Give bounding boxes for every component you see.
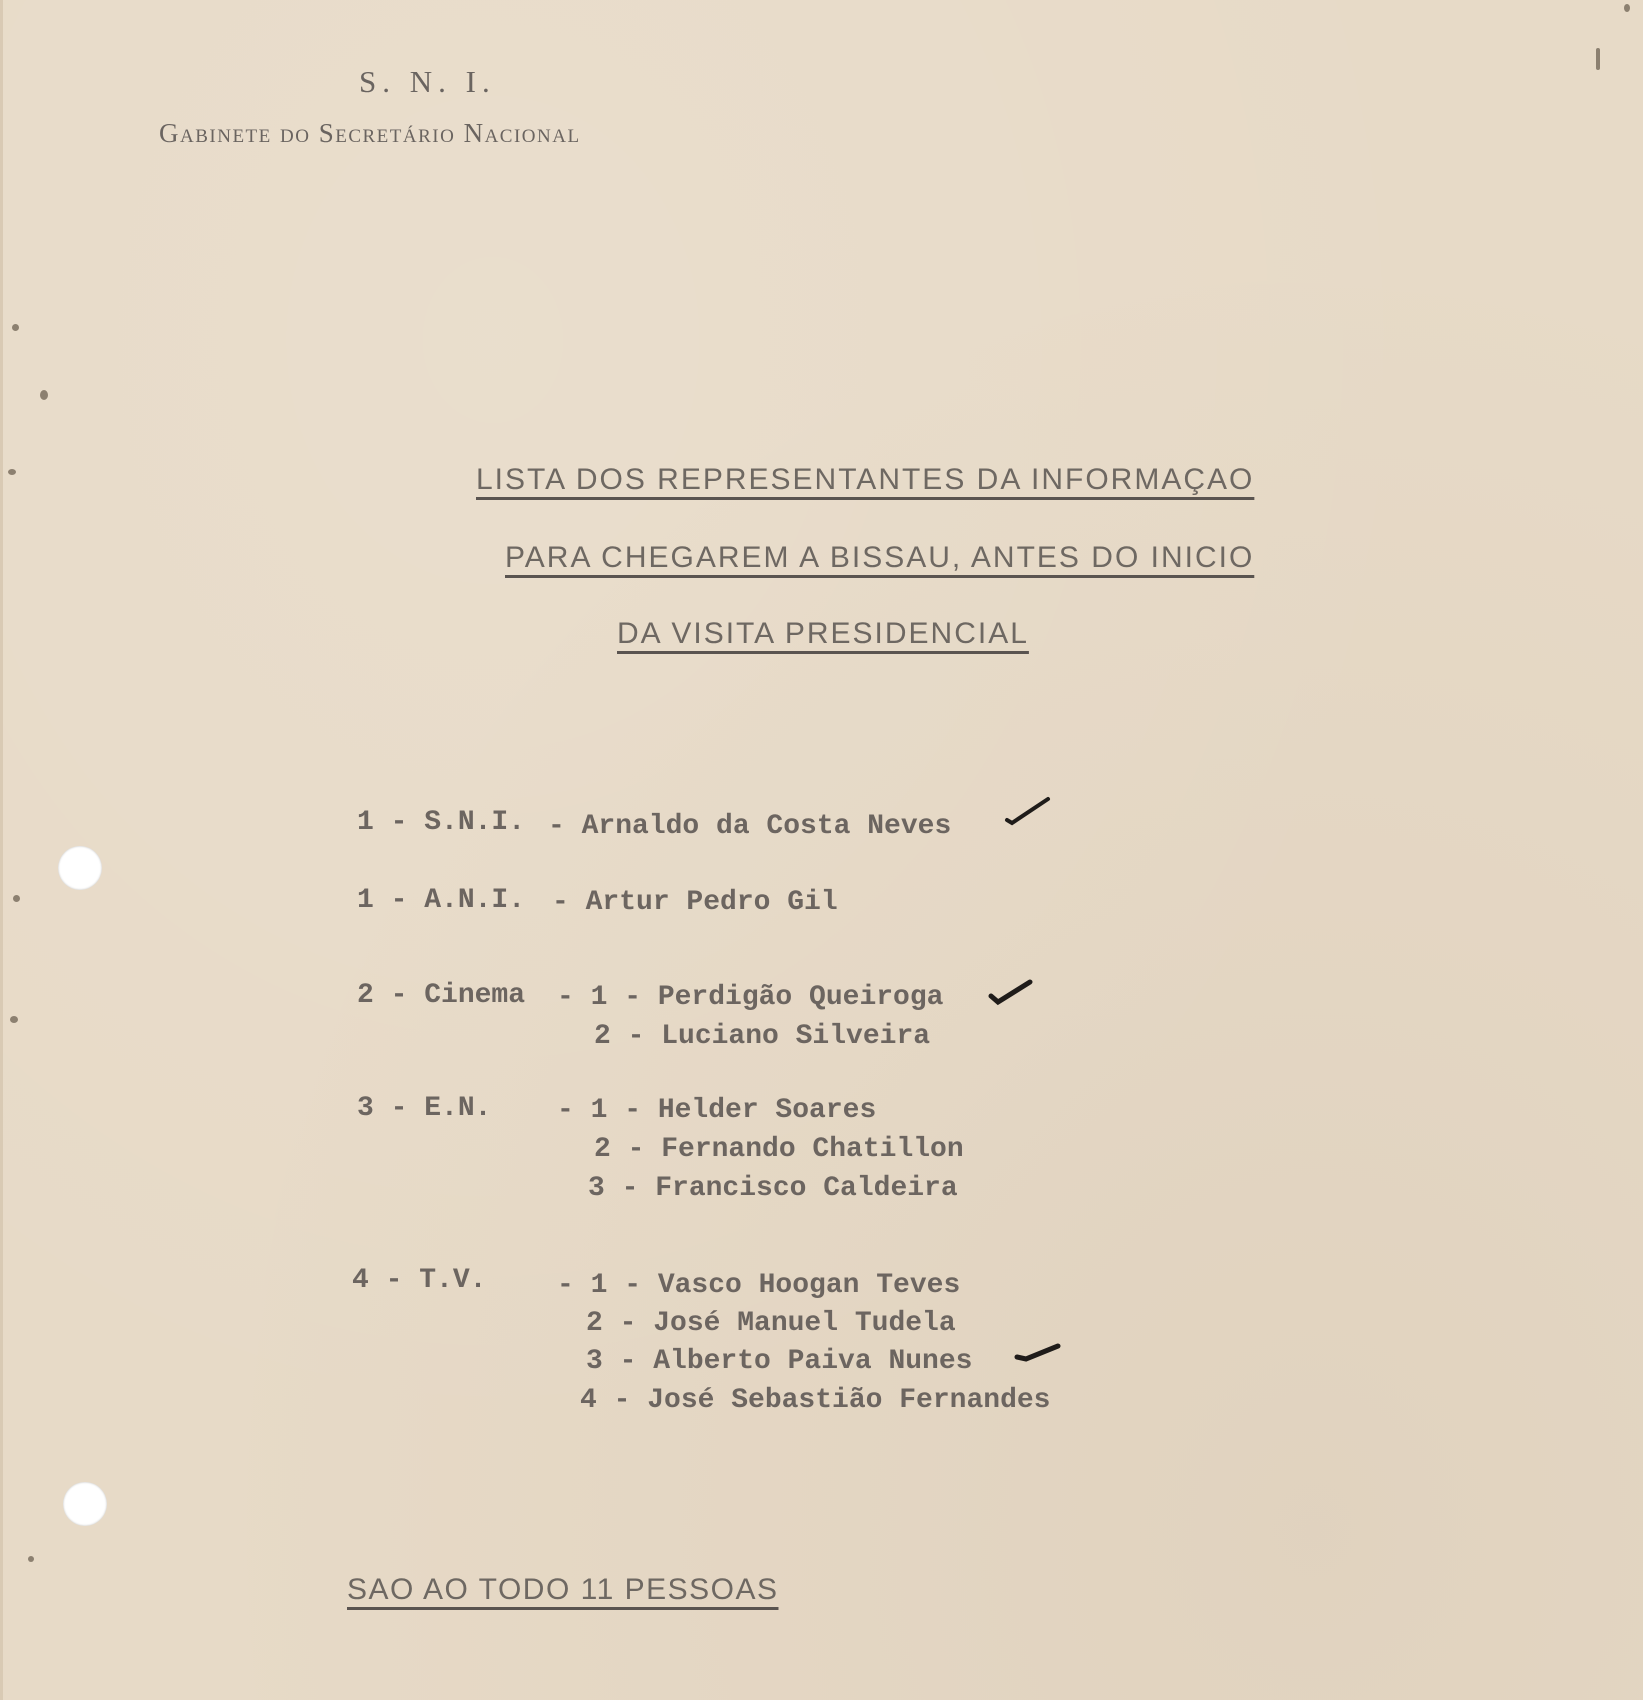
person-name: - 1 - Vasco Hoogan Teves	[557, 1270, 961, 1301]
page-edge	[0, 0, 3, 1700]
speck	[12, 324, 19, 331]
speck	[1624, 4, 1630, 12]
person-name: - 1 - Perdigão Queiroga	[557, 982, 944, 1013]
punch-hole	[63, 1482, 107, 1526]
checkmark-icon	[988, 978, 1036, 1008]
category-label: 3 - E.N.	[357, 1093, 492, 1124]
speck	[1596, 48, 1600, 70]
document-title-line-2: PARA CHEGAREM A BISSAU, ANTES DO INICIO	[505, 541, 1255, 574]
person-name: 2 - José Manuel Tudela	[586, 1308, 956, 1339]
speck	[40, 390, 48, 400]
person-name: 2 - Luciano Silveira	[594, 1021, 931, 1052]
punch-hole	[58, 846, 102, 890]
speck	[13, 895, 20, 902]
person-name: - Artur Pedro Gil	[552, 887, 838, 918]
category-label: 4 - T.V.	[352, 1265, 487, 1296]
person-name: 3 - Alberto Paiva Nunes	[586, 1346, 973, 1377]
category-label: 1 - A.N.I.	[357, 885, 526, 916]
person-name: 3 - Francisco Caldeira	[588, 1173, 958, 1204]
category-label: 1 - S.N.I.	[357, 807, 526, 838]
person-name: - Arnaldo da Costa Neves	[548, 811, 952, 842]
office-name: Gabinete do Secretário Nacional	[159, 118, 581, 148]
person-name: 2 - Fernando Chatillon	[594, 1134, 964, 1165]
document-title-line-1: LISTA DOS REPRESENTANTES DA INFORMAÇAO	[476, 463, 1255, 496]
category-label: 2 - Cinema	[357, 980, 526, 1011]
person-name: 4 - José Sebastião Fernandes	[580, 1385, 1051, 1416]
person-name: - 1 - Helder Soares	[557, 1095, 877, 1126]
agency-initials: S. N. I.	[359, 64, 496, 99]
speck	[28, 1556, 34, 1562]
document-title-line-3: DA VISITA PRESIDENCIAL	[617, 617, 1029, 650]
checkmark-icon	[1014, 1339, 1062, 1369]
checkmark-icon	[1004, 796, 1052, 826]
speck	[10, 1016, 18, 1023]
speck	[8, 469, 16, 475]
total-count: SAO AO TODO 11 PESSOAS	[347, 1573, 779, 1606]
